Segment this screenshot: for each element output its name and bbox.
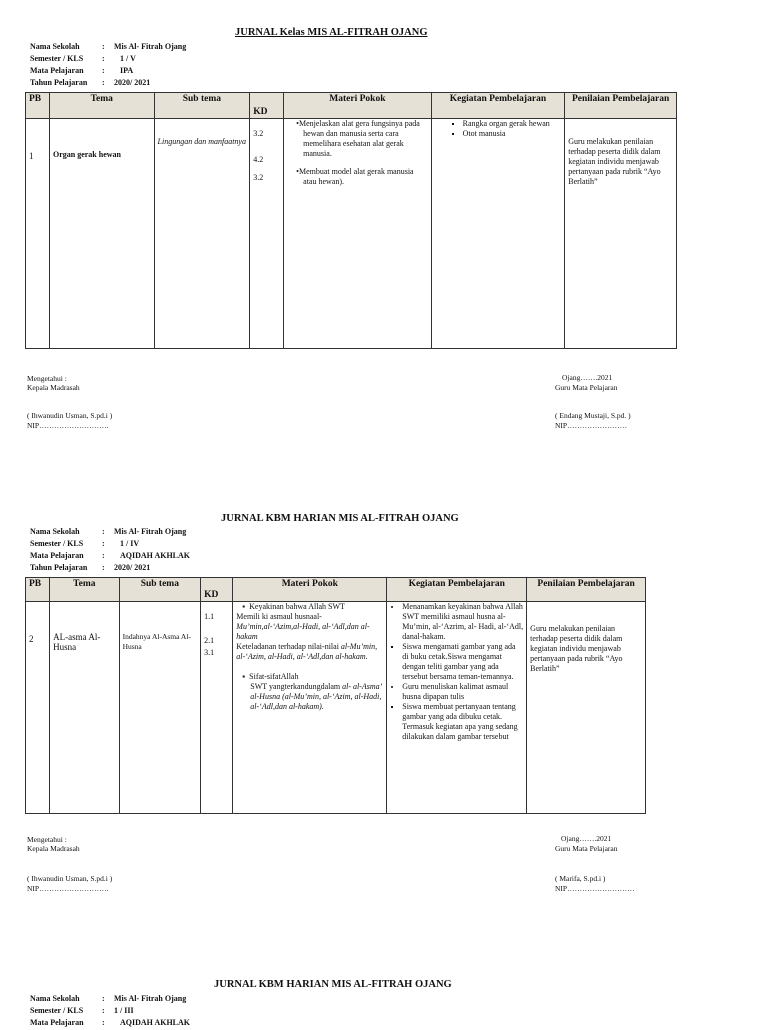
info-value: Mis Al- Fitrah Ojang <box>114 994 187 1003</box>
materi-item: •Membuat model alat gerak manusia atau hewan). <box>296 167 414 186</box>
journal-1-title: JURNAL Kelas MIS AL-FITRAH OJANG <box>235 27 428 38</box>
header-kegiatan: Kegiatan Pembelajaran <box>387 578 527 602</box>
info-value: Mis Al- Fitrah Ojang <box>114 527 187 536</box>
sign-left-2: Kepala Madrasah <box>27 383 80 392</box>
materi-item: •Menjelaskan alat gera fungsinya pada hewan dan manusia serta cara memelihara esehatan alat gerak manusia. <box>296 119 420 158</box>
materi-text: SWT yangterkandungdalam al- al-Asma’ al-Husna (al-Mu’min, al-‘Azim, al-Hadi, al-‘Adl,dan al-hakam). <box>250 682 382 711</box>
cell-kd <box>201 602 233 814</box>
sign-right-2: Guru Mata Pelajaran <box>555 844 618 853</box>
header-penilaian: Penilaian Pembelajaran <box>565 93 677 119</box>
kd-value: 4.2 <box>253 155 264 164</box>
sign-right-nip: NIP……………………… <box>555 884 635 893</box>
journal-3-info <box>28 992 192 1030</box>
sign-right-2: Guru Mata Pelajaran <box>555 383 618 392</box>
info-value: 2020/ 2021 <box>114 563 151 572</box>
info-label: Mata Pelajaran <box>30 66 84 75</box>
header-subtema: Sub tema <box>154 93 250 119</box>
info-label: Semester / KLS <box>30 539 84 548</box>
header-pb: PB <box>26 93 50 119</box>
info-value: Mis Al- Fitrah Ojang <box>114 42 187 51</box>
materi-item: ▪ Sifat-sifatAllah <box>242 672 299 681</box>
header-subtema: Sub tema <box>119 578 201 602</box>
kegiatan-item: ▪ Rangka organ gerak hewan <box>463 119 562 129</box>
cell-pb: 1 <box>26 119 50 349</box>
info-value: 1 / V <box>120 54 136 63</box>
header-pb: PB <box>26 578 50 602</box>
cell-subtema: Lingungan dan manfaatnya <box>154 119 250 349</box>
materi-item: ▪ Keyakinan bahwa Allah SWT <box>242 602 345 611</box>
sign-left-name: ( Ihwanudin Usman, S.pd.i ) <box>27 411 113 420</box>
header-penilaian: Penilaian Pembelajaran <box>527 578 646 602</box>
info-colon: : <box>102 539 105 548</box>
info-colon: : <box>102 42 105 51</box>
header-materi: Materi Pokok <box>233 578 387 602</box>
info-colon: : <box>102 551 105 560</box>
info-label: Tahun Pelajaran <box>30 78 88 87</box>
cell-penilaian: Guru melakukan penilaian terhadap peserta didik dalam kegiatan individu menjawab pertanyaan pada rubrik “Ayo Berlatih” <box>527 602 646 814</box>
info-label: Tahun Pelajaran <box>30 563 88 572</box>
header-materi: Materi Pokok <box>284 93 432 119</box>
cell-kd <box>250 119 284 349</box>
kd-value: 3.2 <box>253 173 264 182</box>
info-colon: : <box>102 994 105 1003</box>
journal-2-info <box>28 525 192 575</box>
header-kd: KD <box>250 93 284 119</box>
cell-penilaian: Guru melakukan penilaian terhadap peserta didik dalam kegiatan individu menjawab pertanyaan pada rubrik “Ayo Berlatih” <box>565 119 677 349</box>
info-value: AQIDAH AKHLAK <box>120 1018 191 1027</box>
info-value: 1 / III <box>114 1006 134 1015</box>
info-label: Semester / KLS <box>30 1006 84 1015</box>
kd-value: 2.1 <box>204 636 215 645</box>
materi-text: Memili ki asmaul husnaal- Mu’min,al-‘Azim,al-Hadi, al-‘Adl,dan al-hakam <box>236 612 370 641</box>
cell-materi <box>233 602 387 814</box>
kegiatan-item: ▪ Otot manusia <box>463 129 562 139</box>
kd-value: 3.2 <box>253 129 264 138</box>
sign-right-name: ( Endang Mustaji, S.pd. ) <box>555 411 631 420</box>
kegiatan-item: ▪ Siswa mengamati gambar yang ada di buku cetak.Siswa mengamat dengan teliti gambar yang ada tersebut bersama teman-temannya. <box>402 642 523 682</box>
header-tema: Tema <box>49 93 154 119</box>
journal-3-title: JURNAL KBM HARIAN MIS AL-FITRAH OJANG <box>214 979 452 990</box>
info-value: IPA <box>120 66 134 75</box>
info-label: Mata Pelajaran <box>30 551 84 560</box>
header-kd: KD <box>201 578 233 602</box>
kegiatan-item: ▪ Siswa membuat pertanyaan tentang gambar yang ada dibuku cetak. Termasuk kegiatan apa yang sedang dilakukan dalam gambar tersebut <box>402 702 523 742</box>
sign-right-nip: NIP…………………… <box>555 421 628 430</box>
info-label: Nama Sekolah <box>30 527 80 536</box>
header-tema: Tema <box>50 578 119 602</box>
cell-tema: AL-asma Al-Husna <box>50 602 119 814</box>
kegiatan-item: • Guru menuliskan kalimat asmaul husna dipapan tulis <box>402 682 523 702</box>
journal-2-title: JURNAL KBM HARIAN MIS AL-FITRAH OJANG <box>221 513 459 524</box>
cell-tema: Organ gerak hewan <box>49 119 154 349</box>
info-value: AQIDAH AKHLAK <box>120 551 191 560</box>
kd-value: 1.1 <box>204 612 215 621</box>
cell-kegiatan <box>387 602 527 814</box>
info-label: Nama Sekolah <box>30 42 80 51</box>
info-value: 2020/ 2021 <box>114 78 151 87</box>
sign-left-nip: NIP………………………. <box>27 884 109 893</box>
info-colon: : <box>102 66 105 75</box>
cell-subtema: Indahnya Al-Asma Al- Husna <box>119 602 201 814</box>
journal-1-table <box>25 92 677 349</box>
info-colon: : <box>102 1018 105 1027</box>
sign-right-name: ( Marifa, S.pd.i ) <box>555 874 606 883</box>
cell-pb: 2 <box>26 602 50 814</box>
materi-text: Keteladanan terhadap nilai-nilai al-Mu’min, al-‘Azim, al-Hadi, al-‘Adl,dan al-hakam. <box>236 642 378 661</box>
header-kegiatan: Kegiatan Pembelajaran <box>431 93 565 119</box>
info-colon: : <box>102 54 105 63</box>
sign-left-1: Mengetahui : <box>27 835 67 844</box>
sign-left-nip: NIP………………………. <box>27 421 109 430</box>
info-label: Nama Sekolah <box>30 994 80 1003</box>
info-label: Mata Pelajaran <box>30 1018 84 1027</box>
sign-right-1: Ojang…….2021 <box>562 373 613 382</box>
kegiatan-item: • Menanamkan keyakinan bahwa Allah SWT memiliki asmaul husna al-Mu’min, al-‘Azrim, al- Hadi, al-‘Adl, danal-hakam. <box>402 602 523 642</box>
kd-value: 3.1 <box>204 648 215 657</box>
info-colon: : <box>102 1006 105 1015</box>
journal-1-info <box>28 40 188 90</box>
cell-materi <box>284 119 432 349</box>
sign-left-1: Mengetahui : <box>27 374 67 383</box>
info-label: Semester / KLS <box>30 54 84 63</box>
info-colon: : <box>102 78 105 87</box>
cell-kegiatan <box>431 119 565 349</box>
info-colon: : <box>102 563 105 572</box>
sign-left-2: Kepala Madrasah <box>27 844 80 853</box>
sign-left-name: ( Ihwanudin Usman, S.pd.i ) <box>27 874 113 883</box>
journal-2-table <box>25 577 646 814</box>
sign-right-1: Ojang…….2021 <box>561 834 612 843</box>
info-colon: : <box>102 527 105 536</box>
info-value: 1 / IV <box>120 539 140 548</box>
